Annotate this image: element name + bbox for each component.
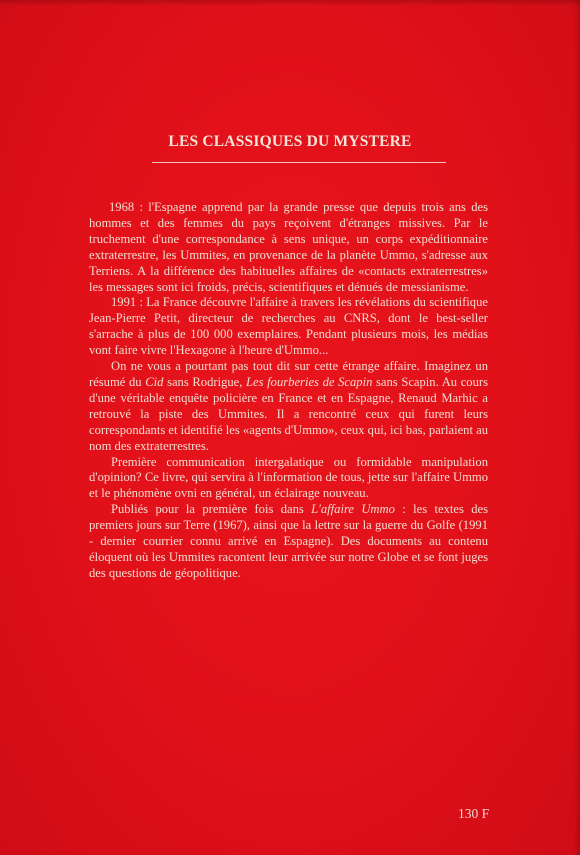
title-divider <box>152 162 446 163</box>
top-edge-shadow <box>0 0 580 6</box>
blurb-paragraph-1: 1968 : l'Espagne apprend par la grande presse que depuis trois ans des hommes et des femmes du pays reçoivent d'étranges missives. Par le truchement d'une correspondance à sens unique, un corps expéditionnaire extraterrestre, les Ummites, en provenance de la planète Ummo, s'adresse aux Terriens. A la différence des habituelles affaires de «contacts extraterrestres» les messages sont ici froids, précis, scientifiques et dénués de messianisme. <box>89 200 488 294</box>
blurb-paragraph-5-part-1: Publiés pour la première fois dans <box>111 502 312 517</box>
blurb-paragraph-3-part-2: sans Rodrigue, <box>163 374 247 389</box>
blurb-paragraph-2: 1991 : La France découvre l'affaire à travers les révélations du scientifique Jean-Pierre Petit, directeur de recherches au CNRS, dont le best-seller s'arrache à plus de 100 000 exemplaires. Pendant plusieurs mois, les médias vont faire vivre l'Hexagone à l'heure d'Ummo... <box>89 295 488 358</box>
price-label: 130 F <box>458 806 490 821</box>
blurb-paragraph-5-part-2: : les textes des premiers jours sur Terre (1967), ainsi que la lettre sur la guerre du Golfe (1991 - dernier courrier connu arrivé en Espagne). Des documents au contenu éloquent où les Ummites racontent leur arrivée sur notre Globe et se font juges des questions de géopolitique. <box>89 502 489 580</box>
blurb-text <box>89 200 488 582</box>
blurb-paragraph-3-part-3: sans Scapin. Au cours d'une véritable enquête policière en France et en Espagne, Renaud Marhic a retrouvé la piste des Ummites. Il a rencontré ceux qui furent leurs correspondants et identifié les «agents d'Ummo», ceux qui, ici bas, parlaient au nom des extraterrestres. <box>89 374 488 453</box>
blurb-paragraph-3-part-1: On ne vous a pourtant pas tout dit sur cette étrange affaire. Imaginez un résumé du <box>89 359 488 389</box>
blurb-paragraph-3 <box>89 359 488 454</box>
blurb-paragraph-4: Première communication intergalatique ou formidable manipulation d'opinion? Ce livre, qui servira à l'information de tous, jette sur l'affaire Ummo et le phénomène ovni en général, un éclairage nouveau. <box>89 454 488 501</box>
book-title-affaire-ummo: L'affaire Ummo <box>311 502 395 517</box>
blurb-paragraph-5 <box>89 502 488 582</box>
book-title-scapin: Les fourberies de Scapin <box>246 374 373 389</box>
series-title: LES CLASSIQUES DU MYSTERE <box>168 133 412 150</box>
right-edge-shadow <box>574 0 580 855</box>
book-title-cid: Cid <box>145 374 164 389</box>
